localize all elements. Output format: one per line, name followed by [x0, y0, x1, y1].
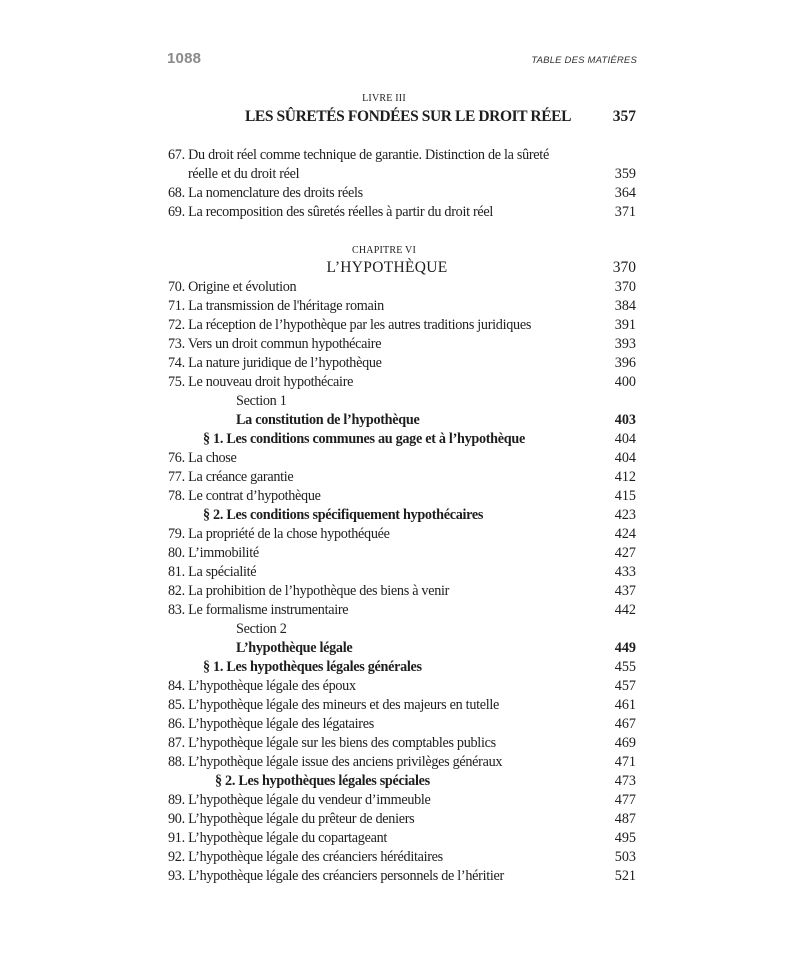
page-ref: 357 — [612, 108, 636, 125]
page-ref: 370 — [612, 259, 636, 276]
toc-entry[interactable] — [168, 297, 636, 316]
entry-text: 93. L’hypothèque légale des créanciers personnels de l’héritier — [168, 868, 504, 884]
entry-text: § 1. Les conditions communes au gage et à l’hypothèque — [203, 431, 525, 447]
page-ref: 396 — [614, 355, 636, 371]
page-ref: 393 — [614, 336, 636, 352]
entry-text: 78. Le contrat d’hypothèque — [168, 488, 321, 504]
toc-entry[interactable] — [168, 848, 636, 867]
paragraph-heading[interactable] — [168, 430, 636, 449]
entry-text: 88. L’hypothèque légale issue des anciens privilèges généraux — [168, 754, 503, 770]
page-ref: 427 — [614, 545, 636, 561]
page-ref: 415 — [614, 488, 636, 504]
section-label[interactable] — [168, 620, 636, 639]
page-ref: 442 — [614, 602, 636, 618]
entry-text: 69. La recomposition des sûretés réelles à partir du droit réel — [168, 204, 494, 220]
toc-entry[interactable] — [168, 582, 636, 601]
toc-entry[interactable] — [168, 810, 636, 829]
toc-entry[interactable] — [168, 715, 636, 734]
page-ref: 477 — [614, 792, 636, 808]
toc-entry[interactable] — [168, 316, 636, 335]
toc-entry[interactable] — [168, 696, 636, 715]
page-ref: 495 — [614, 830, 636, 846]
entry-text: 82. La prohibition de l’hypothèque des biens à venir — [168, 583, 450, 599]
entry-text: 89. L’hypothèque légale du vendeur d’immeuble — [168, 792, 431, 808]
toc-entry[interactable] — [168, 544, 636, 563]
page-ref: 503 — [614, 849, 636, 865]
table-of-contents — [168, 92, 636, 886]
entry-text: 73. Vers un droit commun hypothécaire — [168, 336, 382, 352]
toc-entry[interactable] — [168, 184, 636, 203]
entry-text: réelle et du droit réel — [188, 166, 300, 182]
running-title: TABLE DES MATIÈRES — [531, 55, 637, 66]
paragraph-heading[interactable] — [168, 772, 636, 791]
section-heading[interactable] — [168, 411, 636, 430]
toc-entry[interactable] — [168, 203, 636, 222]
toc-entry[interactable] — [168, 449, 636, 468]
page-ref: 384 — [614, 298, 636, 314]
toc-entry[interactable] — [168, 525, 636, 544]
paragraph-heading[interactable] — [168, 506, 636, 525]
entry-text: 67. Du droit réel comme technique de garantie. Distinction de la sûreté — [168, 147, 549, 163]
toc-entry-continuation[interactable] — [168, 165, 636, 184]
entry-text: 85. L’hypothèque légale des mineurs et des majeurs en tutelle — [168, 697, 500, 713]
entry-text: 68. La nomenclature des droits réels — [168, 185, 363, 201]
chapter-heading[interactable] — [168, 258, 636, 278]
livre-label: LIVRE III — [362, 93, 406, 104]
entry-text: 80. L’immobilité — [168, 545, 259, 561]
toc-entry[interactable] — [168, 468, 636, 487]
entry-text: 86. L’hypothèque légale des légataires — [168, 716, 374, 732]
page-ref: 423 — [614, 507, 636, 523]
entry-text: 72. La réception de l’hypothèque par les autres traditions juridiques — [168, 317, 532, 333]
entry-text: Section 1 — [236, 393, 287, 409]
page-ref: 467 — [614, 716, 636, 732]
page-ref: 473 — [614, 773, 636, 789]
entry-text: 79. La propriété de la chose hypothéquée — [168, 526, 390, 542]
page-ref: 521 — [614, 868, 636, 884]
entry-text: 75. Le nouveau droit hypothécaire — [168, 374, 354, 390]
entry-text: 70. Origine et évolution — [168, 279, 297, 295]
toc-entry[interactable] — [168, 563, 636, 582]
entry-text: 81. La spécialité — [168, 564, 257, 580]
entry-text: L’hypothèque légale — [236, 640, 353, 656]
toc-entry[interactable] — [168, 487, 636, 506]
page-number: 1088 — [167, 50, 202, 67]
livre-heading[interactable] — [168, 106, 636, 128]
toc-entry[interactable] — [168, 677, 636, 696]
entry-text: Section 2 — [236, 621, 287, 637]
page-ref: 455 — [614, 659, 636, 675]
toc-entry[interactable] — [168, 753, 636, 772]
entry-text: La constitution de l’hypothèque — [236, 412, 420, 428]
toc-entry[interactable] — [168, 335, 636, 354]
toc-entry[interactable] — [168, 278, 636, 297]
page-ref: 412 — [614, 469, 636, 485]
chapter-label: CHAPITRE VI — [352, 245, 416, 256]
page-ref: 449 — [614, 640, 636, 656]
page-ref: 400 — [614, 374, 636, 390]
paragraph-heading[interactable] — [168, 658, 636, 677]
page-ref: 471 — [614, 754, 636, 770]
page-ref: 403 — [614, 412, 636, 428]
page-ref: 457 — [614, 678, 636, 694]
page-ref: 487 — [614, 811, 636, 827]
page-ref: 469 — [614, 735, 636, 751]
entry-text: § 1. Les hypothèques légales générales — [203, 659, 422, 675]
entry-text: 76. La chose — [168, 450, 237, 466]
page-ref: 437 — [614, 583, 636, 599]
page-ref: 424 — [614, 526, 636, 542]
section-label[interactable] — [168, 392, 636, 411]
section-heading[interactable] — [168, 639, 636, 658]
entry-text: 91. L’hypothèque légale du copartageant — [168, 830, 388, 846]
page-ref: 404 — [614, 431, 636, 447]
livre-title: LES SÛRETÉS FONDÉES SUR LE DROIT RÉEL — [244, 108, 572, 125]
page-ref: 404 — [614, 450, 636, 466]
page-ref: 359 — [614, 166, 636, 182]
entry-text: 83. Le formalisme instrumentaire — [168, 602, 349, 618]
toc-entry[interactable] — [168, 829, 636, 848]
entry-text: 71. La transmission de l'héritage romain — [168, 298, 384, 314]
entry-text: § 2. Les hypothèques légales spéciales — [215, 773, 430, 789]
toc-entry[interactable] — [168, 354, 636, 373]
toc-entry[interactable] — [168, 373, 636, 392]
toc-entry[interactable] — [168, 867, 636, 886]
entry-text: 84. L’hypothèque légale des époux — [168, 678, 356, 694]
toc-entry[interactable] — [168, 601, 636, 620]
page-ref: 370 — [614, 279, 636, 295]
toc-entry[interactable] — [168, 791, 636, 810]
entry-text: 87. L’hypothèque légale sur les biens des comptables publics — [168, 735, 496, 751]
entry-text: 77. La créance garantie — [168, 469, 294, 485]
toc-entry[interactable] — [168, 146, 636, 165]
chapter-title: L’HYPOTHÈQUE — [326, 259, 448, 276]
page-ref: 391 — [614, 317, 636, 333]
page-ref: 433 — [614, 564, 636, 580]
toc-entry[interactable] — [168, 734, 636, 753]
entry-text: 92. L’hypothèque légale des créanciers héréditaires — [168, 849, 443, 865]
entry-text: 74. La nature juridique de l’hypothèque — [168, 355, 382, 371]
entry-text: § 2. Les conditions spécifiquement hypothécaires — [203, 507, 484, 523]
entry-text: 90. L’hypothèque légale du prêteur de deniers — [168, 811, 415, 827]
page-ref: 364 — [614, 185, 636, 201]
page-ref: 371 — [614, 204, 636, 220]
page-ref: 461 — [614, 697, 636, 713]
